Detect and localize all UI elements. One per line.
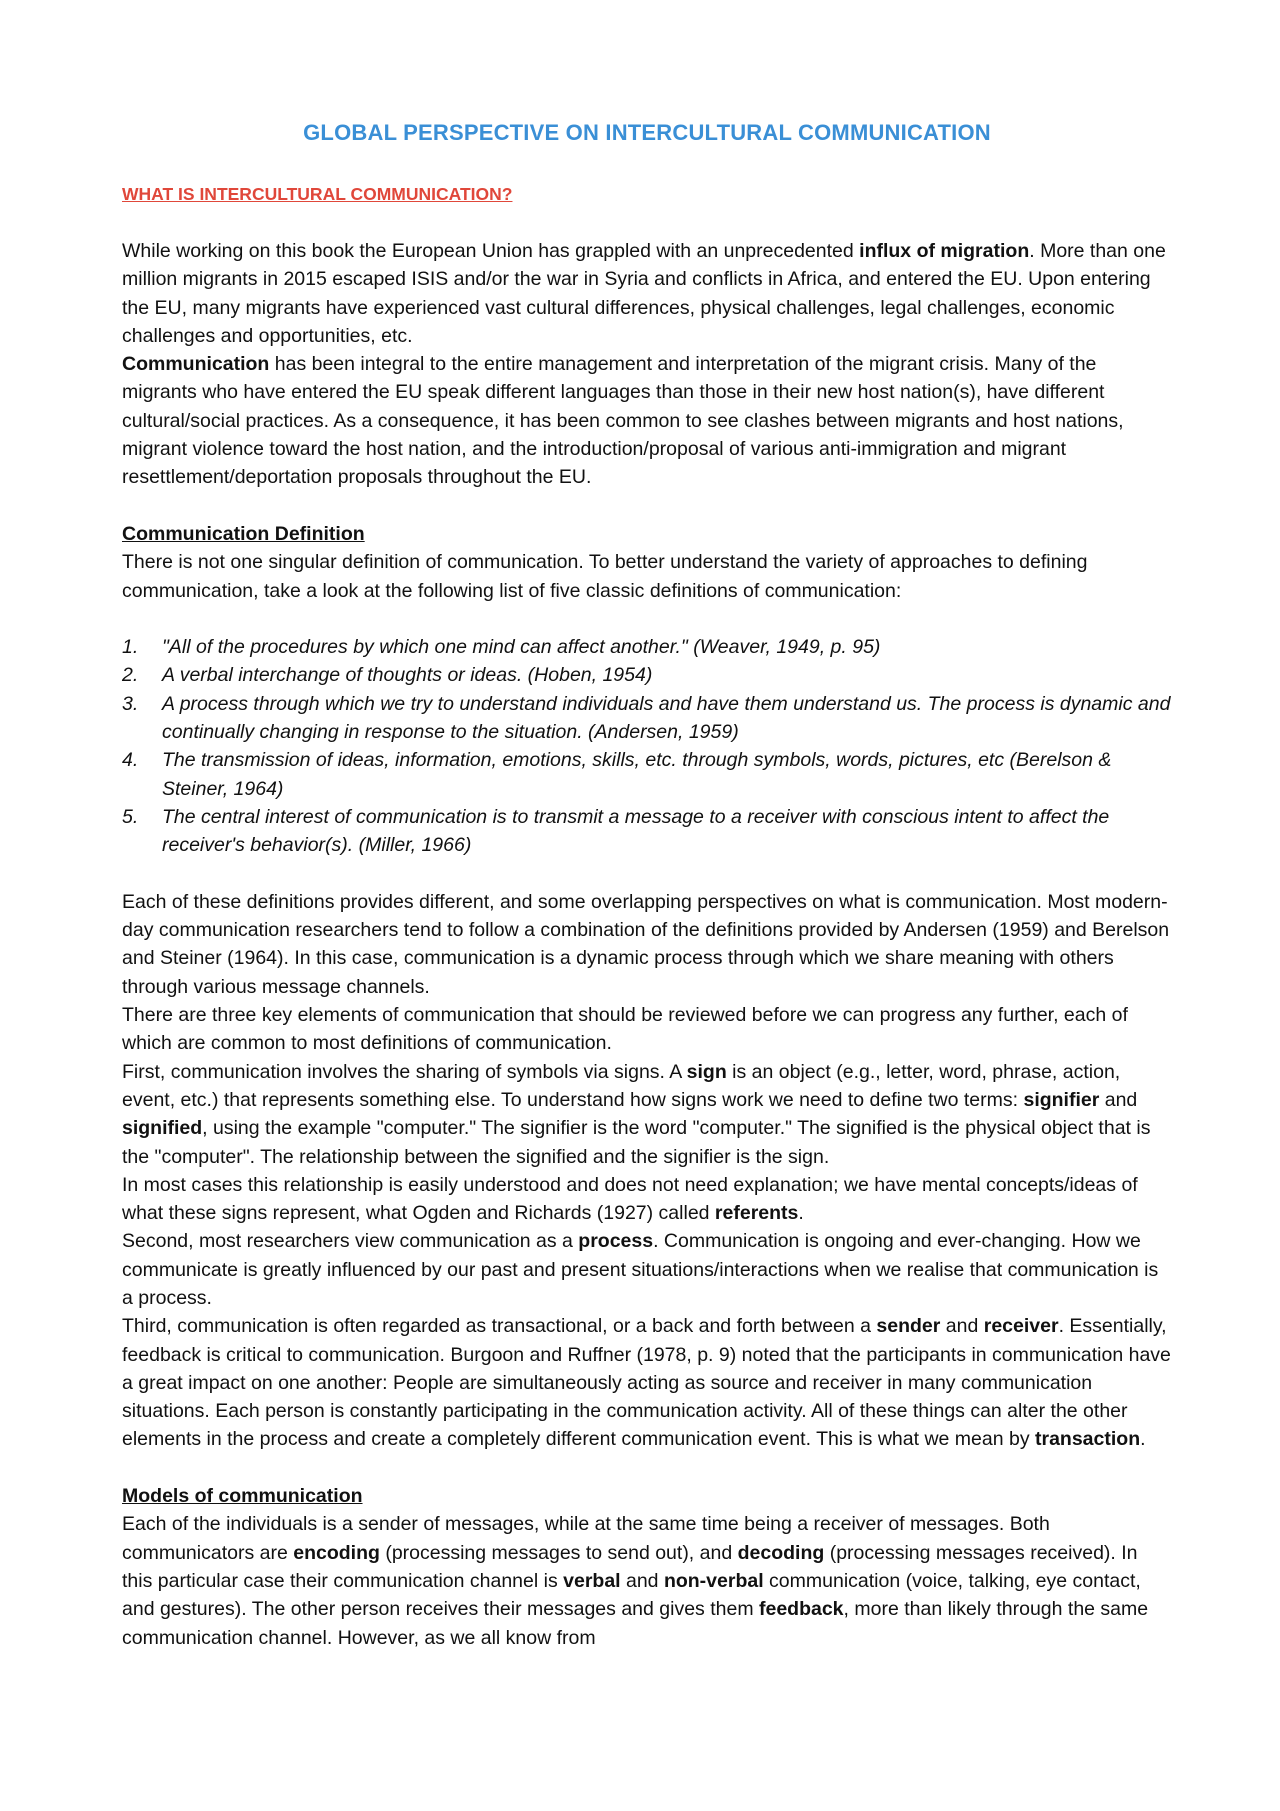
bold-term: verbal <box>563 1569 621 1592</box>
bold-term: Communication <box>122 353 270 376</box>
spacer <box>122 492 1172 520</box>
intro-paragraph-2: Communication has been integral to the entire management and interpretation of the migrant crisis. Many of the migrants who have entered the EU speak different languages than those in their new host nation(s), have different cultural/social practices. As a consequence, it has been common to see clashes between migrants and host nations, migrant violence toward the host nation, and the introduction/proposal of various anti-immigration and migrant resettlement/deportation proposals throughout the EU. <box>122 353 1124 489</box>
elements-paragraph-1: Each of these definitions provides different, and some overlapping perspectives on what is communication. Most modern-day communication researchers tend to follow a combination of the definitions provided by Andersen (1959) and Berelson and Steiner (1964). In this case, communication is a dynamic process through which we share meaning with others through various message channels. <box>122 890 1170 998</box>
definition-intro: There is not one singular definition of communication. To better understand the variety of approaches to defining communication, take a look at the following list of five classic definitions of communication: <box>122 551 1088 602</box>
elements-paragraph-2: There are three key elements of communication that should be reviewed before we can progress any further, each of which are common to most definitions of communication. <box>122 1004 1128 1055</box>
bold-term: signified <box>122 1117 203 1140</box>
list-item: 2. A verbal interchange of thoughts or ideas. (Hoben, 1954) <box>122 664 653 687</box>
list-item: 5. The central interest of communication is to transmit a message to a receiver with conscious intent to affect the receiver's behavior(s). (Miller, 1966) <box>122 805 1110 857</box>
definitions-list <box>122 633 1172 859</box>
elements-paragraph-3: First, communication involves the sharing of symbols via signs. A sign is an object (e.g., letter, word, phrase, action, event, etc.) that represents something else. To understand how signs work we need to define two terms: signifier and signified, using the example "computer." The signifier is the word "computer." The signified is the physical object that is the "computer". The relationship between the signified and the signifier is the sign. <box>122 1060 1151 1168</box>
spacer <box>122 860 1172 888</box>
bold-term: signifier <box>1023 1088 1100 1111</box>
bold-term: sign <box>686 1060 727 1083</box>
elements-paragraph-6: Third, communication is often regarded as transactional, or a back and forth between a sender and receiver. Essentially, feedback is critical to communication. Burgoon and Ruffner (1978, p. 9) noted that the participants in communication have a great impact on one another: People are simultaneously acting as source and receiver in many communication situations. Each person is constantly participating in the communication activity. All of these things can alter the other elements in the process and create a completely different communication event. This is what we mean by transaction. <box>122 1315 1171 1451</box>
bold-term: influx of migration <box>859 240 1030 262</box>
models-paragraph: Each of the individuals is a sender of messages, while at the same time being a receiver of messages. Both communicators are encoding (processing messages to send out), and decoding (processing messages received). In this particular case their communication channel is verbal and non-verbal communication (voice, talking, eye contact, and gestures). The other person receives their messages and gives them feedback, more than likely through the same communication channel. However, as we all know from <box>122 1513 1149 1649</box>
section-title: WHAT IS INTERCULTURAL COMMUNICATION? <box>122 184 513 204</box>
document-body <box>122 237 1172 1652</box>
models-heading: Models of communication <box>122 1485 363 1508</box>
definition-heading: Communication Definition <box>122 522 365 545</box>
intro-paragraph-1: While working on this book the European Union has grappled with an unprecedented influx of migration. More than one million migrants in 2015 escaped ISIS and/or the war in Syria and conflicts in Africa, and entered the EU. Upon entering the EU, many migrants have experienced vast cultural differences, physical challenges, legal challenges, economic challenges and opportunities, etc. <box>122 240 1166 347</box>
bold-term: sender <box>876 1315 941 1338</box>
bold-term: decoding <box>737 1541 825 1564</box>
list-item: 3. A process through which we try to understand individuals and have them understand us. The process is dynamic and continually changing in response to the situation. (Andersen, 1959) <box>122 692 1171 744</box>
elements-paragraph-4: In most cases this relationship is easily understood and does not need explanation; we have mental concepts/ideas of what these signs represent, what Ogden and Richards (1927) called referents. <box>122 1173 1138 1225</box>
bold-term: referents <box>714 1202 799 1225</box>
list-item: 4. The transmission of ideas, information, emotions, skills, etc. through symbols, words, pictures, etc (Berelson & Steiner, 1964) <box>122 749 1112 800</box>
bold-term: feedback <box>758 1598 844 1621</box>
document-title: GLOBAL PERSPECTIVE ON INTERCULTURAL COMMUNICATION <box>303 120 991 145</box>
spacer <box>122 1454 1172 1482</box>
bold-term: transaction <box>1035 1428 1141 1451</box>
elements-paragraph-5: Second, most researchers view communication as a process. Communication is ongoing and ever-changing. How we communicate is greatly influenced by our past and present situations/interactions when we realise that communication is a process. <box>122 1230 1159 1309</box>
bold-term: process <box>578 1230 654 1253</box>
spacer <box>122 605 1172 633</box>
bold-term: encoding <box>293 1541 380 1564</box>
bold-term: non-verbal <box>663 1569 764 1592</box>
bold-term: receiver <box>983 1315 1059 1338</box>
list-item: 1. "All of the procedures by which one mind can affect another." (Weaver, 1949, p. 95) <box>122 636 881 659</box>
